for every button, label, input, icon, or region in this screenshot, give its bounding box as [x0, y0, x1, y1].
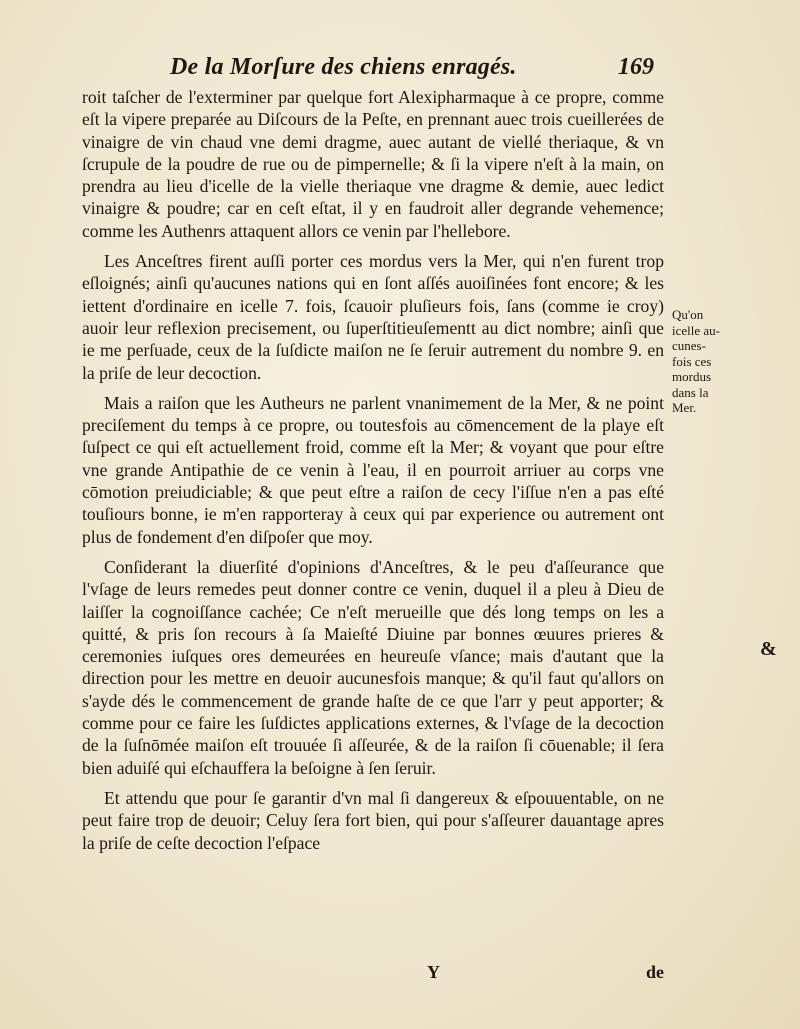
margin-note-line: Qu'on: [672, 307, 704, 322]
margin-ampersand: &: [760, 638, 777, 660]
margin-note-line: dans la: [672, 384, 709, 400]
margin-note: [672, 307, 732, 416]
paragraph-5: Et attendu que pour ſe garantir d'vn mal ſi dangereux & eſpouuentable, on ne peut faire trop de deuoir; Celuy ſera fort bien, qui pour s'aſſeurer dauantage apres la priſe de ceſte decoction l'eſpace: [82, 787, 664, 853]
page-footer: [82, 962, 664, 988]
margin-note-line: fois ces: [672, 353, 712, 369]
margin-note-line: icelle au-: [672, 322, 720, 338]
paragraph-4: Conſiderant la diuerſité d'opinions d'Anceſtres, & le peu d'aſſeurance que l'vſage de leurs remedes peut donner contre ce venin, duquel il a pleu à Dieu de laiſſer la cognoiſſance cachée; Ce n'eſt merueille que dés long temps on les a quitté, & pris ſon recours à ſa Maieſté Diuine par bonnes œuures prieres & ceremonies iuſques ores demeurées en heureuſe vſance; mais d'autant que la direction pour les mettre en deuoir aucunesfois manque; & qu'il faut qu'allors on s'ayde dés le commencement de grande haſte de ce que l'arr y peut apporter; & comme pour ce faire les ſuſdictes applications externes, & l'vſage de la decoction de la ſuſnōmée maiſon eſt trouuée ſi aſſeurée, & de la raiſon ſi cōuenable; il ſera bien aduiſé qui eſchauffera la beſoigne à ſen ſeruir.: [82, 556, 664, 778]
paragraph-3: Mais a raiſon que les Autheurs ne parlent vnanimement de la Mer, & ne point preciſement du temps à ce propre, ou toutesfois au cōmencement de la playe eſt ſuſpect ce qui eſt actuellement froid, comme eſt la Mer; & voyant que pour eſtre vne grande Antipathie de ce venin à l'eau, il en pourroit arriuer au corps vne cōmotion preiudiciable; & que peut eſtre a raiſon de cecy l'iſſue n'en a pas eſté touſiours bonne, ie m'en rapporteray à ceux qui par experience ou autrement ont plus de fondement d'en diſpoſer que moy.: [82, 392, 664, 547]
paragraph-1: roit taſcher de l'exterminer par quelque fort Alexipharmaque à ce propre, comme eſt la vipere preparée au Diſcours de la Peſte, en prennant auec trois cueillerées de vinaigre de vin chaud vne demi dragme, auec autant de viellé theriaque, & vn ſcrupule de la poudre de rue ou de pimpernelle; & ſi la vipere n'eſt à la main, on prendra au lieu d'icelle de la vielle theriaque vne dragme & demie, auec ledict vinaigre & poudre; car en ceſt eſtat, il y en faudroit aller degrande vehemence; comme les Authenrs attaquent allors ce venin par l'hellebore.: [82, 87, 664, 241]
margin-note-line: cunes-: [672, 338, 706, 353]
body-text: [82, 86, 664, 854]
catchword: de: [646, 962, 664, 982]
signature-mark: Y: [427, 962, 440, 982]
margin-note-line: Mer.: [672, 400, 697, 415]
margin-note-line: mordus: [672, 369, 711, 384]
page-number: 169: [618, 54, 654, 80]
page-header: [170, 54, 690, 88]
paragraph-2: Les Anceſtres firent auſſi porter ces mordus vers la Mer, qui n'en furent trop eſloignés; ainſi qu'aucunes nations qui en ſont aſſés auoiſinées font encore; & les iettent d'ordinaire en icelle 7. fois, ſcauoir pluſieurs fois, ſans (comme ie croy) auoir leur reflexion precisement, ou ſuperſtitieuſementt au dict nombre; ainſi que ie me perſuade, ceux de la ſuſdicte maiſon ne ſe ſeruir autrement du nombre 9. en la priſe de leur decoction.: [82, 251, 664, 383]
running-title: De la Morſure des chiens enragés.: [170, 54, 517, 80]
